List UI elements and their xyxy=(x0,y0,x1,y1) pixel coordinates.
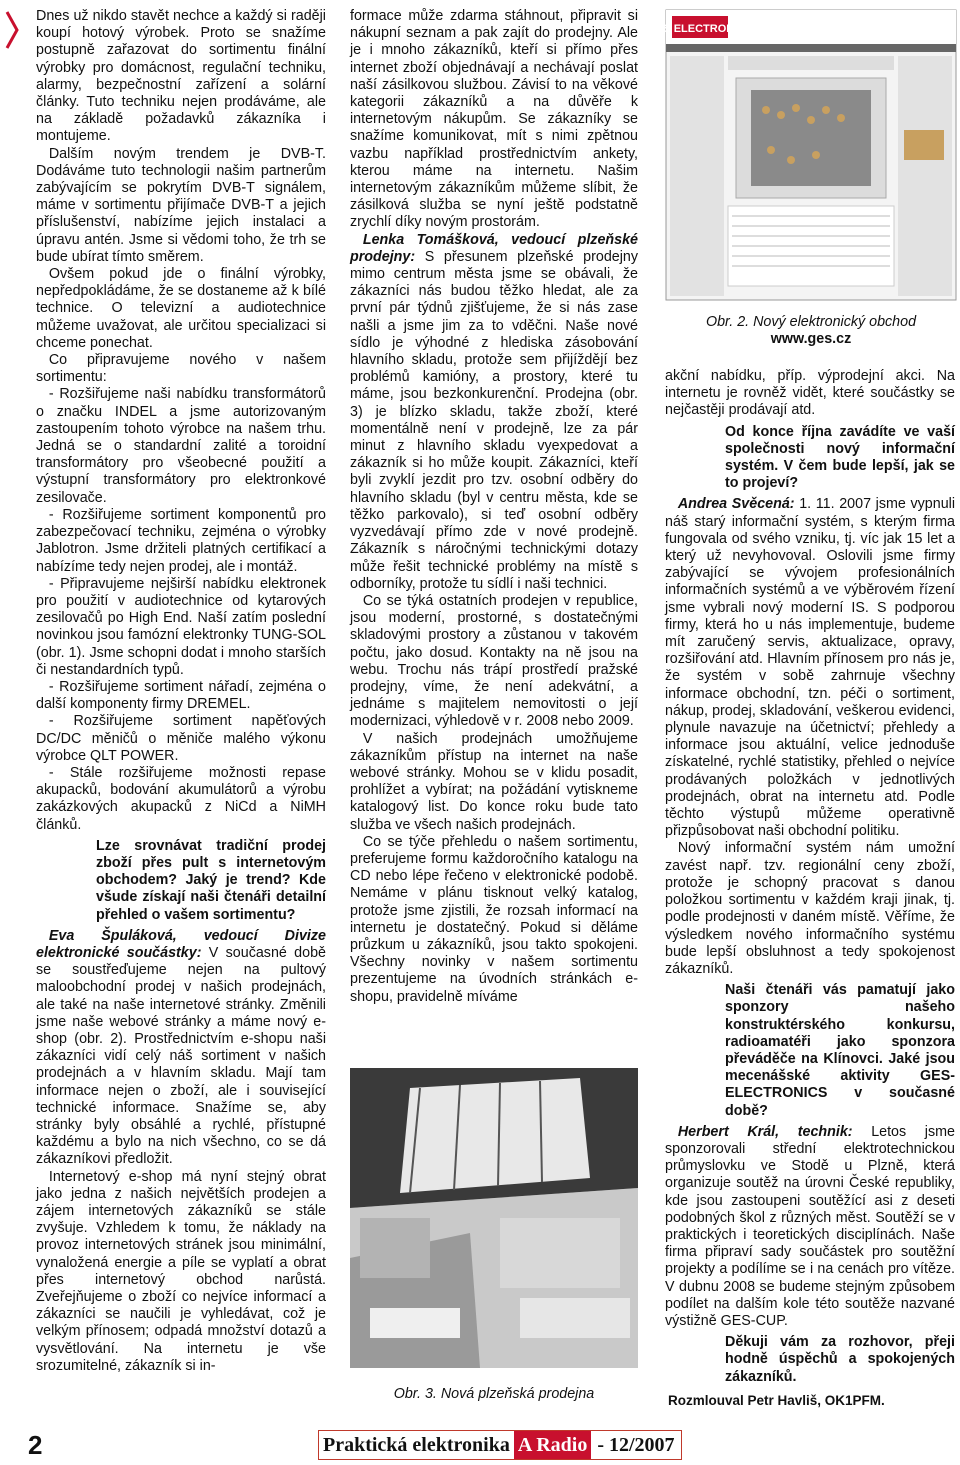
figure-caption-title: Obr. 2. Nový elektronický obchod xyxy=(705,314,917,330)
chevron-right-icon xyxy=(4,10,20,50)
paragraph: Co se týče přehledu o našem sortimentu, preferujeme formu každoročního katalogu na CD nebo lépe řečeno v elektronické podobě. Nemáme v plánu tisknout velký katalog, protože jsme zjistili, že rozsah informací na internetu je dostatečný. Pokud si děláme průzkum u zákazníků, jsou takto spokojeni. Všechny novinky v našem sortimentu prezentujeme na úvodních stránkách e-shopu, pravidelně míváme xyxy=(350,833,638,1005)
interview-question: Od konce října zavádíte ve vaší společnosti nový informační systém. V čem bude lepší, jak se to projeví? xyxy=(725,423,955,492)
page-number: 2 xyxy=(28,1430,43,1460)
eshop-screenshot xyxy=(647,10,956,300)
paragraph: Dalším novým trendem je DVB-T. Dodáváme tuto technologii našim partnerům zabývajícím se pokrytím DVB-T signálem, máme v sortimentu přijímače DVB-T a jejich příslušenství, nabízíme jejich instalaci a úpravu antén. Jsme si vědomi toho, že trh se bude ubírat tímto směrem. xyxy=(36,145,326,265)
closing-remark: Děkuji vám za rozhovor, přeji hodně úspěchů a spokojených zákazníků. xyxy=(725,1334,955,1385)
paragraph: Co se týká ostatních prodejen v republice, jsou moderní, prostorné, s dostatečnými skladovými prostory a zůstanou v takovém počtu, jako dosud. Kontakty na ně jsou na webu. Trochu nás trápí prostředí pražské prodejny, víme, že není adekvátní, a jednáme s majitelem nemovitosti o její modernizaci, výhledově v r. 2008 nebo 2009. xyxy=(350,592,638,730)
website-url: www.ges.cz xyxy=(770,331,852,347)
signature: Rozmlouval Petr Havliš, OK1PFM. xyxy=(668,1393,885,1408)
paragraph: - Připravujeme nejširší nabídku elektronek pro použití v audiotechnice od kytarových zesilovačů po High End. Naší zatím poslední novinkou jsou famózní elektronky TUNG-SOL (obr. 1). Jsme schopni dodat i mnoho starších či nestandardních typů. xyxy=(36,575,326,678)
paragraph: V našich prodejnách umožňujeme zákazníkům přístup na internet na naše webové stránky. Mohou se v klidu posadit, prohlížet a vybírat; na požádání vytiskneme katalogový list. Do konce roku bude tato služba ve všech našich prodejnách. xyxy=(350,730,638,833)
paragraph: Co připravujeme nového v našem sortimentu: xyxy=(36,352,326,386)
figure-caption: Obr. 3. Nová plzeňská prodejna xyxy=(393,1386,595,1402)
paragraph: Nový informační systém nám umožní zavést např. tzv. regionální ceny zboží, protože je schopný pracovat s danou položkou sortimentu v každém kraji jinak, tj. podle prodejnosti v daném místě. Věříme, že výsledkem nového informačního systému bude lepší obsluhnost a tedy spokojenost zákazníků. xyxy=(665,840,955,977)
figure-caption xyxy=(666,314,956,348)
interview-question: Lze srovnávat tradiční prodej zboží přes pult s internetovým obchodem? Jaký je trend? Kde všude získají naši čtenáři detailní přehled o vašem sortimentu? xyxy=(96,837,326,923)
logo-text: GES ELECTRONICS xyxy=(647,23,753,35)
answer-text: Letos jsme sponzorovali střední elektrotechnickou průmyslovku ve Stodě u Plzně, která organizuje soutěž na úrovni České republiky, kde jsou zastoupeni soutěžící asi z deseti podobných škol z různých měst. Soutěží se v praktických i teoretických disciplínách. Naše firma připraví sady součástek pro soutěžní projekty a podílíme se i na cenách pro vítěze. V dubnu 2008 se budeme stejným způsobem podílet na dalším kole této soutěže nazvané výstižně GES-CUP. xyxy=(665,1123,955,1329)
paragraph: - Rozšiřujeme sortiment komponentů pro zabezpečovací techniku, zejména o výrobky Jablotron. Jsme držiteli platných certifikací a nabízíme tedy nejen prodej, ale i montáž. xyxy=(36,506,326,575)
paragraph: - Rozšiřujeme naši nabídku transformátorů o značku INDEL a jsme autorizovaným zastoupením tohoto výrobce na našem trhu. Jedná se o standardní zalité a toroidní transformátory pro všeobecné použití a výstupní transformátory pro elektronkové zesilovače. xyxy=(36,386,326,506)
paragraph: akční nabídku, příp. výprodejní akci. Na internetu je rovněž vidět, které součástky se nejčastěji prodávají atd. xyxy=(665,368,955,419)
column-left xyxy=(36,8,326,1375)
interview-question: Naši čtenáři vás pamatují jako sponzory našeho konstruktérského konkursu, radioamatéři jako sponzora převáděče na Klínovci. Jaké jsou mecenášské aktivity GES-ELECTRONICS v současné době? xyxy=(725,982,955,1119)
answer-text: V současné době se soustřeďujeme nejen na pultový maloobchodní prodej v našich prodejnách, ale také na naše internetové stránky. Změnili jsme naše webové stránky a máme nový e-shop (obr. 2). Prostřednictvím e-shopu naši zákazníci vidí celý náš sortiment v našich prodejnách a v hlavním skladu. Mají tam informace nejen o zboží, ale i související technické informace. Snažíme se, aby stránky byly obsáhlé a rychlé, přístupné každému a bylo na nich všechno, co se dá zákazníkovi předložit. xyxy=(36,944,326,1168)
paragraph: Dnes už nikdo stavět nechce a každý si raději koupí hotový výrobek. Proto se snažíme postupně zařazovat do sortimentu finální výrobky pro domácnost, regulační techniku, alarmy, bezpečnostní zařízení a solární články. Tuto techniku nejen prodáváme, ale na základě požadavků zákazníka i montujeme. xyxy=(36,8,326,145)
speaker-name: Andrea Svěcená: xyxy=(677,496,795,513)
column-right xyxy=(665,368,955,1390)
answer-text: S přesunem plzeňské prodejny mimo centrum města jsme se obávali, že zákazníci nás budou těžko hledat, ale za první pár týdnů zjišťujeme, že si nás zase našli a jsme jim za to vděčni. Naše nové sídlo je výhodné z hlediska zásobování hlavního skladu, protože sem přijíždějí bez problémů kamióny, a prostory, které tu máme, jsou bezkonkurenční. Prodejna (obr. 3) je blízko skladu, takže zboží, které momentálně není v prodejně, lze za pár minut z hlavního skladu vyexpedovat a zákazník si ho může koupit. Zákazníci, kteří byli zvyklí jezdit pro tzv. osobní odběry do hlavního skladu (byl v centru města, kde se těžko parkovalo), si teď osobní odběry vyzvedávají přímo zde v nové prodejně. Zákazník s náročnými technickými dotazy může řešit technické problémy na místě s odborníky, protože tu sídlí i naši technici. xyxy=(350,248,638,592)
paragraph: - Rozšiřujeme sortiment napěťových DC/DC měničů o měniče malého výkonu výrobce QLT POWER. xyxy=(36,713,326,764)
magazine-title: Praktická elektronika xyxy=(323,1433,510,1456)
paragraph: - Stále rozšiřujeme možnosti repase akupacků, bodování akumulátorů a výrobu zakázkových akupacků z NiCd a NiMH článků. xyxy=(36,764,326,833)
paragraph: Internetový e-shop má nyní stejný obrat jako jedna z našich největších prodejen a zájem internetových zákazníků se stále zvyšuje. Vzhledem k tomu, že náklady na provoz internetových stránek jsou minimální, vynaložená energie a píle se vyplatí a obrat přes internetový obchod narůstá. Zveřejňujeme o zboží co nejvíce informací a zákazníci se naučili je vyhledávat, což je velkým přínosem; odpadá množství dotazů a vysvětlování. Na internetu je vše srozumitelné, zákazník si in- xyxy=(36,1168,326,1374)
paragraph: formace může zdarma stáhnout, připravit si nákupní seznam a pak zajít do prodejny. Ale je i mnoho zákazníků, kteří si přímo přes internet zboží objednávají a nechávají poslat naší zásilkovou službou. Závisí to na věkové kategorii zákazníků a na důvěře k internetovým nákupům. Se zákazníky se snažíme komunikovat, mít s nimi zpětnou vazbu například prostřednictvím ankety, kterou máme na internetu. Našim internetovým zákazníkům můžeme slíbit, že zásilková služba se nyní ještě podstatně zrychlí díky novým prostorám. xyxy=(350,8,638,231)
magazine-issue: - 12/2007 xyxy=(597,1433,675,1456)
magazine-title-highlight: A Radio xyxy=(514,1431,591,1459)
paragraph: Ovšem pokud jde o finální výrobky, nepředpokládáme, že se dostaneme až k bílé technice. O televizní a audiotechnice můžeme uvažovat, ale určitou specializaci si chceme ponechat. xyxy=(36,266,326,351)
answer-text: 1. 11. 2007 jsme vypnuli náš starý informační systém, s kterým firma fungovala od svého vzniku, tj. víc jak 15 let a který už nevyhovoval. Oslovili jsme firmy zabývající se vývojem profesionálních informačních systémů a ve výběrovém řízení jsme vybrali nový moderní IS. S podporou firmy, která ho u nás implementuje, budeme mít zaručený servis, aktualizace, opravy, rozšiřování atd. Hlavním přínosem pro nás je, že systém v sobě zahrnuje všechny informace obchodní, tzn. péči o sortiment, nákup, prodej, skladování, veškerou evidenci, plynule navazuje na účetnictví; přehledy a informace jsou aktuální, velice jednoduše získatelné, rychlé statistiky, přehled o nejvíce prodávaných položkách v jednotlivých prodejnách, obrat na internetu atd. Podle těchto výstupů můžeme operativně přizpůsobovat naši obchodní politiku. xyxy=(665,496,955,840)
paragraph: - Rozšiřujeme sortiment nářadí, zejména o další komponenty firmy DREMEL. xyxy=(36,678,326,713)
store-photo xyxy=(350,1068,638,1368)
speaker-name: Herbert Král, technik: xyxy=(677,1123,853,1140)
speaker-name: Lenka Tomášková, vedoucí plzeňské prodejny: xyxy=(350,231,638,265)
speaker-name: Eva Špuláková, vedoucí Divize elektronické součástky: xyxy=(36,927,326,961)
magazine-footer xyxy=(318,1430,682,1460)
column-middle xyxy=(350,8,638,1006)
